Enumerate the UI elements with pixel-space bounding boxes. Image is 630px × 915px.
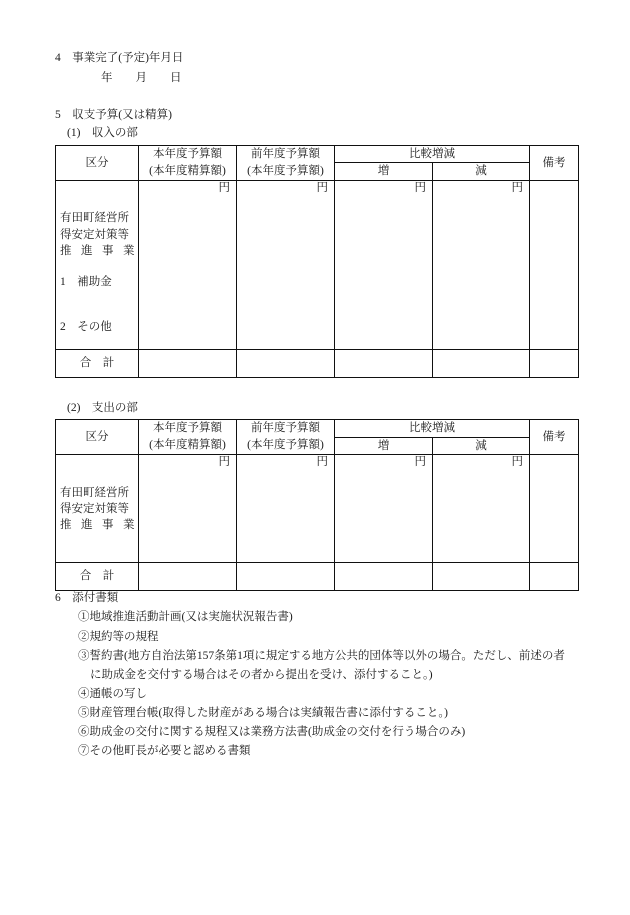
unit-label: 円 — [414, 456, 426, 468]
income-item-other: 2 その他 — [60, 321, 112, 333]
income-header-current-year-line1: 本年度予算額 — [153, 148, 222, 160]
unit-label: 円 — [218, 456, 230, 468]
expense-remarks-cell — [530, 455, 579, 563]
expense-increase-cell — [335, 455, 433, 563]
expense-header-current-year-line1: 本年度予算額 — [153, 422, 222, 434]
completion-date-placeholder: 年 月 日 — [101, 72, 182, 84]
income-body-row — [56, 181, 579, 350]
unit-label: 円 — [316, 182, 328, 194]
section5-heading: 5 収支予算(又は精算) — [55, 109, 172, 121]
income-header-previous-year-line1: 前年度予算額 — [251, 148, 320, 160]
expense-header-current-year-line2: (本年度精算額) — [149, 439, 226, 451]
expense-header-current-year — [139, 420, 237, 455]
expense-total-remarks — [530, 563, 579, 591]
income-total-current-year — [139, 350, 237, 378]
expense-header-previous-year-line2: (本年度予算額) — [247, 439, 324, 451]
expense-header-category: 区分 — [56, 420, 139, 455]
expense-previous-year-cell — [237, 455, 335, 563]
income-header-previous-year-line2: (本年度予算額) — [247, 165, 324, 177]
unit-label: 円 — [511, 182, 523, 194]
income-header-row — [56, 146, 579, 163]
income-header-remarks: 備考 — [530, 146, 579, 181]
expense-header-increase: 増 — [335, 438, 433, 455]
expense-header-previous-year — [237, 420, 335, 455]
attachment-item: ①地域推進活動計画(又は実施状況報告書) — [78, 611, 293, 623]
expense-total-row — [56, 563, 579, 591]
income-header-increase: 増 — [335, 163, 433, 181]
income-item-subsidy: 1 補助金 — [60, 276, 112, 288]
income-category-line: 推 進 事 業 — [60, 245, 134, 257]
section4-heading: 4 事業完了(予定)年月日 — [55, 52, 184, 64]
attachment-item: ③誓約書(地方自治法第157条第1項に規定する地方公共的団体等以外の場合。ただし、前述の者 — [78, 650, 565, 662]
expense-table — [55, 419, 579, 591]
expense-header-decrease: 減 — [433, 438, 530, 455]
income-remarks-cell — [530, 181, 579, 350]
expense-subheading: (2) 支出の部 — [67, 402, 138, 414]
income-total-remarks — [530, 350, 579, 378]
income-total-label: 合 計 — [56, 350, 139, 378]
income-table — [55, 145, 579, 378]
expense-total-label: 合 計 — [56, 563, 139, 591]
attachment-item-continuation: に助成金を交付する場合はその者から提出を受け、添付すること。) — [90, 669, 433, 681]
expense-header-comparison: 比較増減 — [335, 420, 530, 438]
income-header-category: 区分 — [56, 146, 139, 181]
income-total-row — [56, 350, 579, 378]
income-header-previous-year — [237, 146, 335, 181]
unit-label: 円 — [511, 456, 523, 468]
income-total-decrease — [433, 350, 530, 378]
attachment-item: ⑦その他町長が必要と認める書類 — [78, 745, 251, 757]
expense-decrease-cell — [433, 455, 530, 563]
expense-current-year-cell — [139, 455, 237, 563]
expense-total-increase — [335, 563, 433, 591]
income-category-cell — [56, 181, 139, 350]
attachment-item: ④通帳の写し — [78, 688, 147, 700]
attachment-item: ⑤財産管理台帳(取得した財産がある場合は実績報告書に添付すること。) — [78, 707, 448, 719]
income-category-line: 得安定対策等 — [60, 229, 129, 241]
attachment-item: ②規約等の規程 — [78, 631, 159, 643]
expense-total-previous-year — [237, 563, 335, 591]
expense-header-remarks: 備考 — [530, 420, 579, 455]
income-category-line: 有田町経営所 — [60, 212, 129, 224]
expense-total-decrease — [433, 563, 530, 591]
unit-label: 円 — [316, 456, 328, 468]
expense-category-line: 推 進 事 業 — [60, 519, 134, 531]
expense-total-current-year — [139, 563, 237, 591]
income-header-current-year — [139, 146, 237, 181]
income-previous-year-cell — [237, 181, 335, 350]
expense-category-line: 有田町経営所 — [60, 487, 129, 499]
income-decrease-cell — [433, 181, 530, 350]
income-header-comparison: 比較増減 — [335, 146, 530, 163]
unit-label: 円 — [218, 182, 230, 194]
income-total-previous-year — [237, 350, 335, 378]
income-header-current-year-line2: (本年度精算額) — [149, 165, 226, 177]
expense-category-cell — [56, 455, 139, 563]
expense-header-row — [56, 420, 579, 438]
attachment-item: ⑥助成金の交付に関する規程又は業務方法書(助成金の交付を行う場合のみ) — [78, 726, 466, 738]
unit-label: 円 — [414, 182, 426, 194]
income-increase-cell — [335, 181, 433, 350]
expense-body-row — [56, 455, 579, 563]
expense-header-previous-year-line1: 前年度予算額 — [251, 422, 320, 434]
income-current-year-cell — [139, 181, 237, 350]
expense-category-line: 得安定対策等 — [60, 503, 129, 515]
income-subheading: (1) 収入の部 — [67, 127, 138, 139]
income-total-increase — [335, 350, 433, 378]
income-header-decrease: 減 — [433, 163, 530, 181]
section6-heading: 6 添付書類 — [55, 592, 119, 604]
